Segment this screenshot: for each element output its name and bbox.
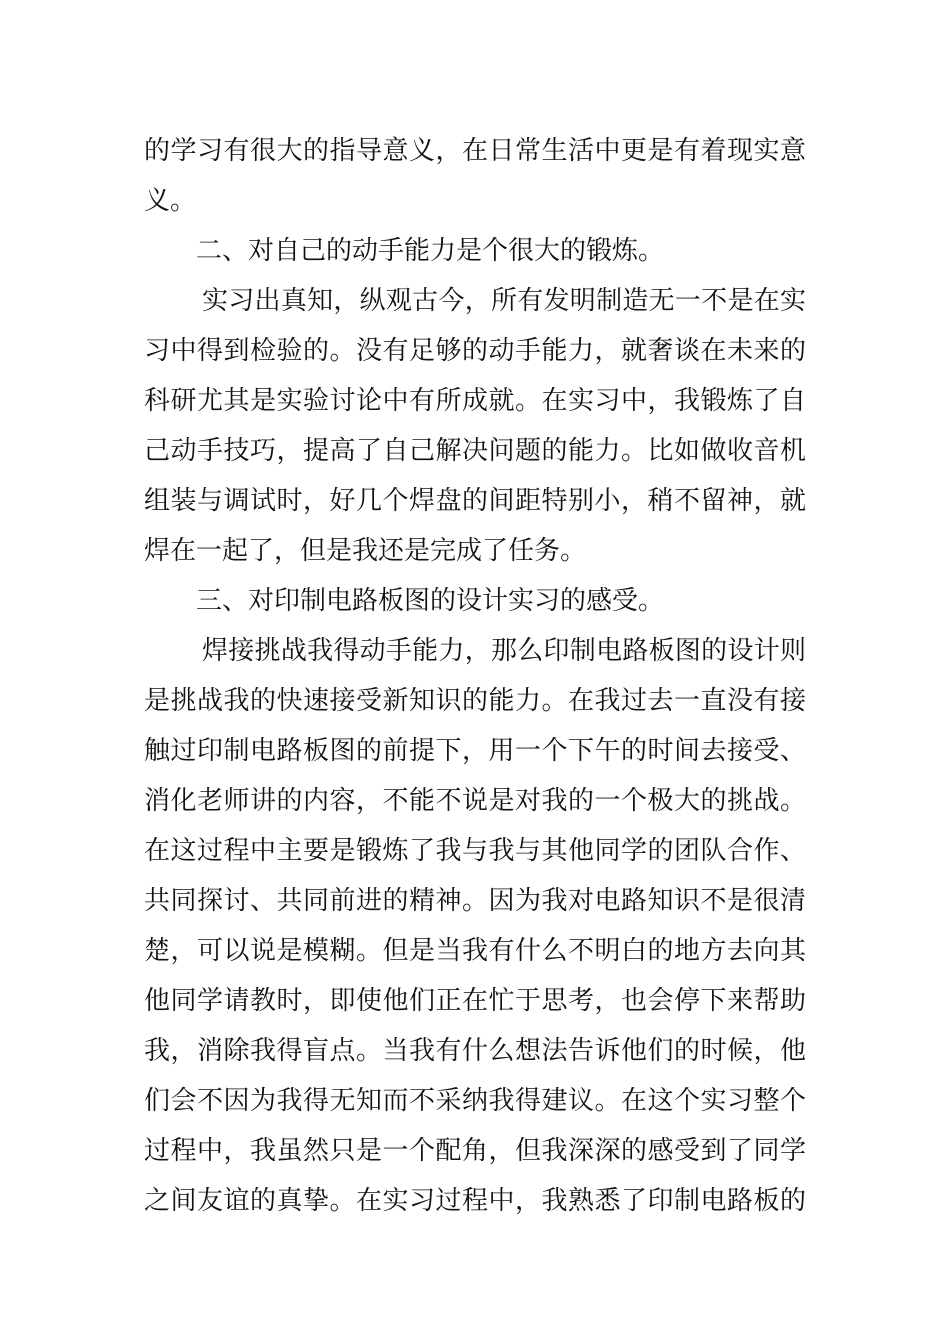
- text-line: 共同探讨、共同前进的精神。因为我对电路知识不是很清: [144, 886, 806, 916]
- text-line: 我，消除我得盲点。当我有什么想法告诉他们的时候，他: [144, 1036, 806, 1066]
- text-line: 过程中，我虽然只是一个配角，但我深深的感受到了同学: [144, 1136, 806, 1166]
- text-line: 们会不因为我得无知而不采纳我得建议。在这个实习整个: [144, 1086, 806, 1116]
- text-line: 之间友谊的真挚。在实习过程中，我熟悉了印制电路板的: [144, 1186, 806, 1216]
- text-line: 组装与调试时，好几个焊盘的间距特别小，稍不留神，就: [144, 486, 806, 516]
- document-body: [144, 126, 806, 1226]
- text-line: 焊接挑战我得动手能力，那么印制电路板图的设计则: [202, 636, 806, 666]
- text-line: 焊在一起了，但是我还是完成了任务。: [144, 536, 587, 566]
- text-line: 他同学请教时，即使他们正在忙于思考，也会停下来帮助: [144, 986, 806, 1016]
- text-line: 实习出真知，纵观古今，所有发明制造无一不是在实: [202, 286, 806, 316]
- text-line: 在这过程中主要是锻炼了我与我与其他同学的团队合作、: [144, 836, 806, 866]
- text-line: 科研尤其是实验讨论中有所成就。在实习中，我锻炼了自: [144, 386, 806, 416]
- text-line: 的学习有很大的指导意义，在日常生活中更是有着现实意: [144, 136, 806, 166]
- text-line: 楚，可以说是模糊。但是当我有什么不明白的地方去向其: [144, 936, 806, 966]
- text-line: 是挑战我的快速接受新知识的能力。在我过去一直没有接: [144, 686, 806, 716]
- section-heading: 二、对自己的动手能力是个很大的锻炼。: [196, 236, 665, 266]
- text-line: 己动手技巧，提高了自己解决问题的能力。比如做收音机: [144, 436, 806, 466]
- text-line: 习中得到检验的。没有足够的动手能力，就奢谈在未来的: [144, 336, 806, 366]
- text-line: 消化老师讲的内容，不能不说是对我的一个极大的挑战。: [144, 786, 806, 816]
- section-heading: 三、对印制电路板图的设计实习的感受。: [196, 586, 665, 616]
- text-line: 义。: [144, 186, 197, 216]
- text-line: 触过印制电路板图的前提下，用一个下午的时间去接受、: [144, 736, 806, 766]
